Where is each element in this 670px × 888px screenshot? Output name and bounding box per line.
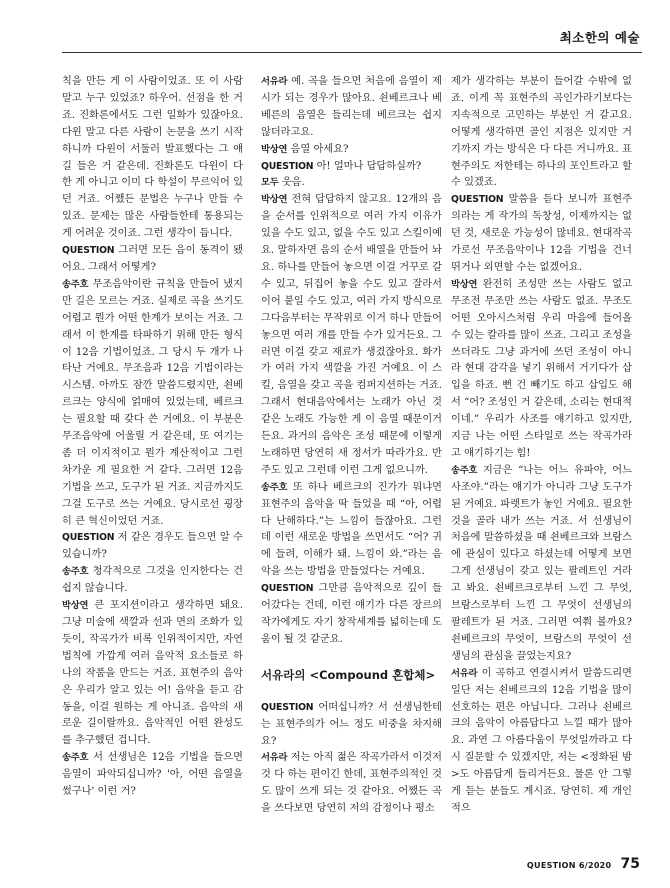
section-subheading: 서유라의 <Compound 혼합체> xyxy=(261,667,436,682)
speaker-label: 송주호 xyxy=(62,278,89,290)
speech-text: 아! 얼마나 답답하실까? xyxy=(316,160,422,172)
text-column-1 xyxy=(62,74,243,801)
speaker-label: 박상연 xyxy=(261,143,288,155)
text-column-2 xyxy=(261,74,442,818)
speaker-label: QUESTION xyxy=(62,245,115,257)
speaker-label: QUESTION xyxy=(62,532,115,544)
speaker-label: QUESTION xyxy=(261,701,314,713)
speaker-label: 송주호 xyxy=(62,566,89,578)
speaker-label: 송주호 xyxy=(261,481,288,493)
speech-text: 완전히 조성만 쓰는 사람도 없고 무조전 무조만 쓰는 사람도 없죠. 무조도 어떤 오아시스처럼 우리 마음에 들어올 수 있는 칼라를 많이 쓰죠. 그리고 조성을 쓰더라도 그냥 과거에 쓰던 조성이 아니라 현대 감각을 넣기 위해서 거기다가 삽입을 하죠. 뻔 건 빼기도 하고 삽입도 해서 “어? 조성인 거 같은데, 소리는 현대적이네.” 우리가 사조를 얘기하고 있지만, 지금 나는 어떤 스타일로 쓰는 작곡가라고 얘기하기는 힘! xyxy=(451,278,632,459)
speech-text: 큰 포지션이라고 생각하면 돼요. 그냥 미술에 색깔과 선과 면의 조화가 있듯이, 작곡가가 비록 인위적이지만, 자연 법칙에 가깝게 여러 음악적 요소들로 하나의 작품을 만드는 거죠. 표현주의 음악은 우리가 알고 있는 어! 음악을 듣고 감동을, 이걸 원하는 게 아니죠. 음악의 새로운 길이랄까요. 음악적인 어떤 완성도를 추구했던 겁니다. xyxy=(62,600,243,747)
speech-text: 그러면 모든 음이 동격이 됐어요. 그래서 어떻게? xyxy=(62,245,243,273)
interview-paragraph xyxy=(62,243,243,277)
speech-text: 이 곡하고 연결시켜서 말씀드리면 일단 저는 쇤베르크의 12음 기법을 많이 선호하는 편은 아닙니다. 그러나 쇤베르크의 음악이 아름답다고 느낄 때가 많아요. 과연 그 아름다움이 무엇일까라고 다시 질문할 수 있겠지만, 저는 <정화된 밤>도 아름답게 들리거든요. 물론 안 그렇게 듣는 분들도 계시죠. 당연히. 제 개인적으 xyxy=(451,667,632,814)
interview-paragraph xyxy=(451,277,632,463)
speech-text: 전혀 답답하지 않고요. 12개의 음을 순서를 인위적으로 여러 가지 이유가 있을 수도 있고, 없을 수도 있고 스킬이예요. 말하자면 음의 순서 배열을 만들어 놔요. 하나를 만들어 놓으면 이걸 거꾸로 갈 수 있고, 뒤집어 놓을 수도 있고 잘라서 이어 붙일 수도 있고, 여러 가지 방식으로 그다음부터는 무작위로 이거 하나 만들어 놓으면 여러 개를 만들 수가 있거든요. 그러면 이걸 갖고 재료가 생겼잖아요. 화가가 여러 가지 색깔을 가진 거예요. 이 스킬, 음열을 갖고 곡을 컴퍼지션하는 거죠. 그래서 현대음악에서는 노래가 아닌 것 같은 노래도 가능한 게 이 음열 때문이거든요. 과거의 음악은 조성 때문에 이렇게 노래하면 당연히 새 정서가 따라가요. 반주도 있고 그런데 이런 그게 없으니까. xyxy=(261,194,442,476)
speaker-label: 박상연 xyxy=(261,194,288,206)
issue-label: QUESTION 6/2020 xyxy=(526,861,612,870)
speech-text: 저 같은 경우도 들으면 알 수 있습니까? xyxy=(62,532,243,561)
interview-paragraph xyxy=(62,530,243,564)
speech-text: 웃음. xyxy=(281,177,305,189)
page-number: 75 xyxy=(620,856,640,872)
interview-paragraph xyxy=(62,564,243,598)
speaker-label: 서유라 xyxy=(261,752,288,764)
speech-text: 예. 곡을 들으면 처음에 음열이 제시가 되는 경우가 많아요. 쇤베르크나 베베른의 음열은 들리는데 베르크는 쉽지 않더라고요. xyxy=(261,76,442,138)
speech-text: 말씀을 듣다 보니까 표현주의라는 게 작가의 독창성, 이제까지는 없던 것, 새로운 가능성이 많네요. 현대작곡가로선 무조음악이나 12음 기법을 건너뛰거나 외면할 수는 없겠어요. xyxy=(451,194,632,273)
page-header xyxy=(0,0,670,56)
speaker-label: 모두 xyxy=(261,177,279,189)
speaker-label: QUESTION xyxy=(261,160,314,172)
interview-paragraph xyxy=(451,192,632,277)
body-paragraph: 칙을 만든 게 이 사람이었죠. 또 이 사람 말고 누구 있었죠? 하우어. 선점을 한 거죠. 진화론에서도 그런 일화가 있잖아요. 다윈 말고 다른 사람이 논문을 쓰기 시작하니까 다윈이 서둘러 발표했다는 그 얘길 들은 거 같은데. 진화론도 다윈이 다 한 게 아니고 이미 다 학설이 무르익어 있던 거죠. 어쨌든 문법은 누구나 만들 수 있죠. 문제는 많은 사람들한테 통용되는 게 어려운 것이죠. 그런 생각이 듭니다. xyxy=(62,76,243,240)
speech-text: 지금은 “나는 어느 유파야, 어느 사조야.”라는 얘기가 아니라 그냥 도구가 된 거예요. 파렛트가 놓인 거예요. 필요한 것을 골라 내가 쓰는 거죠. 서 선생님이 처음에 말씀하셨을 때 쇤베르크와 브람스에 관심이 있다고 하셨는데 어떻게 보면 그게 선생님이 갖고 있는 팔레트인 거라고 봐요. 쇤베르크로부터 느낀 그 무엇, 브람스로부터 느낀 그 무엇이 선생님의 팔레트가 된 거죠. 그러면 여쭤 볼까요? 쇤베르크의 무엇이, 브람스의 무엇이 선생님의 관심을 끌었는지요? xyxy=(451,464,632,662)
interview-paragraph xyxy=(451,463,632,666)
section-title: 최소한의 예술 xyxy=(559,30,640,45)
interview-paragraph xyxy=(261,750,442,818)
speaker-label: QUESTION xyxy=(451,194,504,206)
interview-paragraph xyxy=(261,480,442,581)
interview-paragraph xyxy=(261,175,442,192)
speech-text: 무조음악이란 규칙을 만들어 냈지만 길은 모르는 거죠. 실제로 곡을 쓰기도 어렵고 뭔가 어떤 한계가 보이는 거죠. 그래서 이 한계를 타파하기 위해 만든 형식이 12음 기법이었죠. 그 당시 두 개가 나타난 거예요. 무조음과 12음 기법이라는 시스템. 아까도 잠깐 말씀드렸지만, 쇤베르크는 양식에 얽매여 있었는데, 베르크는 필요할 때 갖다 쓴 거예요. 이 부분은 무조음악에 어울릴 거 같은데, 또 여기는 좀 더 이지적이고 뭔가 계산적이고 그런 차가운 게 필요한 거 같다. 그러면 12음 기법을 쓰고, 도구가 된 거죠. 지금까지도 그걸 도구로 쓰는 거예요. 당시로선 굉장히 큰 혁신이었던 거죠. xyxy=(62,278,243,527)
interview-paragraph xyxy=(451,666,632,818)
header-rule xyxy=(62,52,642,53)
interview-paragraph xyxy=(62,598,243,750)
speech-text: 그만큼 음악적으로 깊이 들어갔다는 건데, 이런 얘기가 다른 장르의 작가에게도 자기 창작세계를 넓히는데 도움이 될 것 같군요. xyxy=(261,583,442,645)
interview-paragraph xyxy=(261,700,442,751)
speech-text: 어떠십니까? 서 선생님한테는 표현주의가 어느 정도 비중을 차지해요? xyxy=(261,701,442,747)
speaker-label: 송주호 xyxy=(62,752,89,764)
speaker-label: QUESTION xyxy=(261,583,314,595)
speech-text: 청각적으로 그것을 인지한다는 건 쉽지 않습니다. xyxy=(62,566,243,595)
speaker-label: 서유라 xyxy=(451,667,478,679)
interview-paragraph xyxy=(261,159,442,176)
interview-paragraph xyxy=(62,277,243,531)
speech-text: 저는 아직 젊은 작곡가라서 이것저것 다 하는 편이긴 한데, 표현주의적인 것도 많이 쓰게 되는 것 같아요. 어쨌든 곡을 쓰다보면 당연히 저의 감정이나 평소 xyxy=(261,752,442,815)
interview-paragraph xyxy=(62,750,243,801)
speaker-label: 송주호 xyxy=(451,464,478,476)
interview-paragraph xyxy=(261,581,442,649)
speaker-label: 박상연 xyxy=(62,600,89,612)
body-paragraph: 제가 생각하는 부분이 들어갈 수밖에 없죠. 이게 꼭 표현주의 곡인가라기보다는 지속적으로 고민하는 부분인 거 같고요. 어떻게 생각하면 골인 지점은 있지만 거기까지 가는 방식은 다 다른 거니까요. 표현주의도 저한테는 하나의 포인트라고 할 수 있겠죠. xyxy=(451,76,632,189)
speech-text: 음열 아세요? xyxy=(290,143,349,155)
speech-text: 또 하나 베르크의 진가가 뭐냐면 표현주의 음악을 딱 들었을 때 “아, 어렵다 난해하다.”는 느낌이 들잖아요. 그런데 이런 새로운 방법을 쓰면서도 “어? 귀에 들려, 이해가 돼. 느낌이 와.”라는 음악을 쓰는 방법을 만들었다는 거예요. xyxy=(261,481,442,578)
page-footer xyxy=(527,853,640,872)
text-column-3 xyxy=(451,74,632,818)
speech-text: 서 선생님은 12음 기법을 들으면 음열이 파악되십니까? '아, 어떤 음열을 썼구나' 이런 거? xyxy=(62,752,243,798)
interview-paragraph xyxy=(261,142,442,159)
interview-paragraph xyxy=(261,192,442,479)
interview-paragraph xyxy=(261,74,442,142)
speaker-label: 서유라 xyxy=(261,76,288,87)
speaker-label: 박상연 xyxy=(451,278,478,290)
